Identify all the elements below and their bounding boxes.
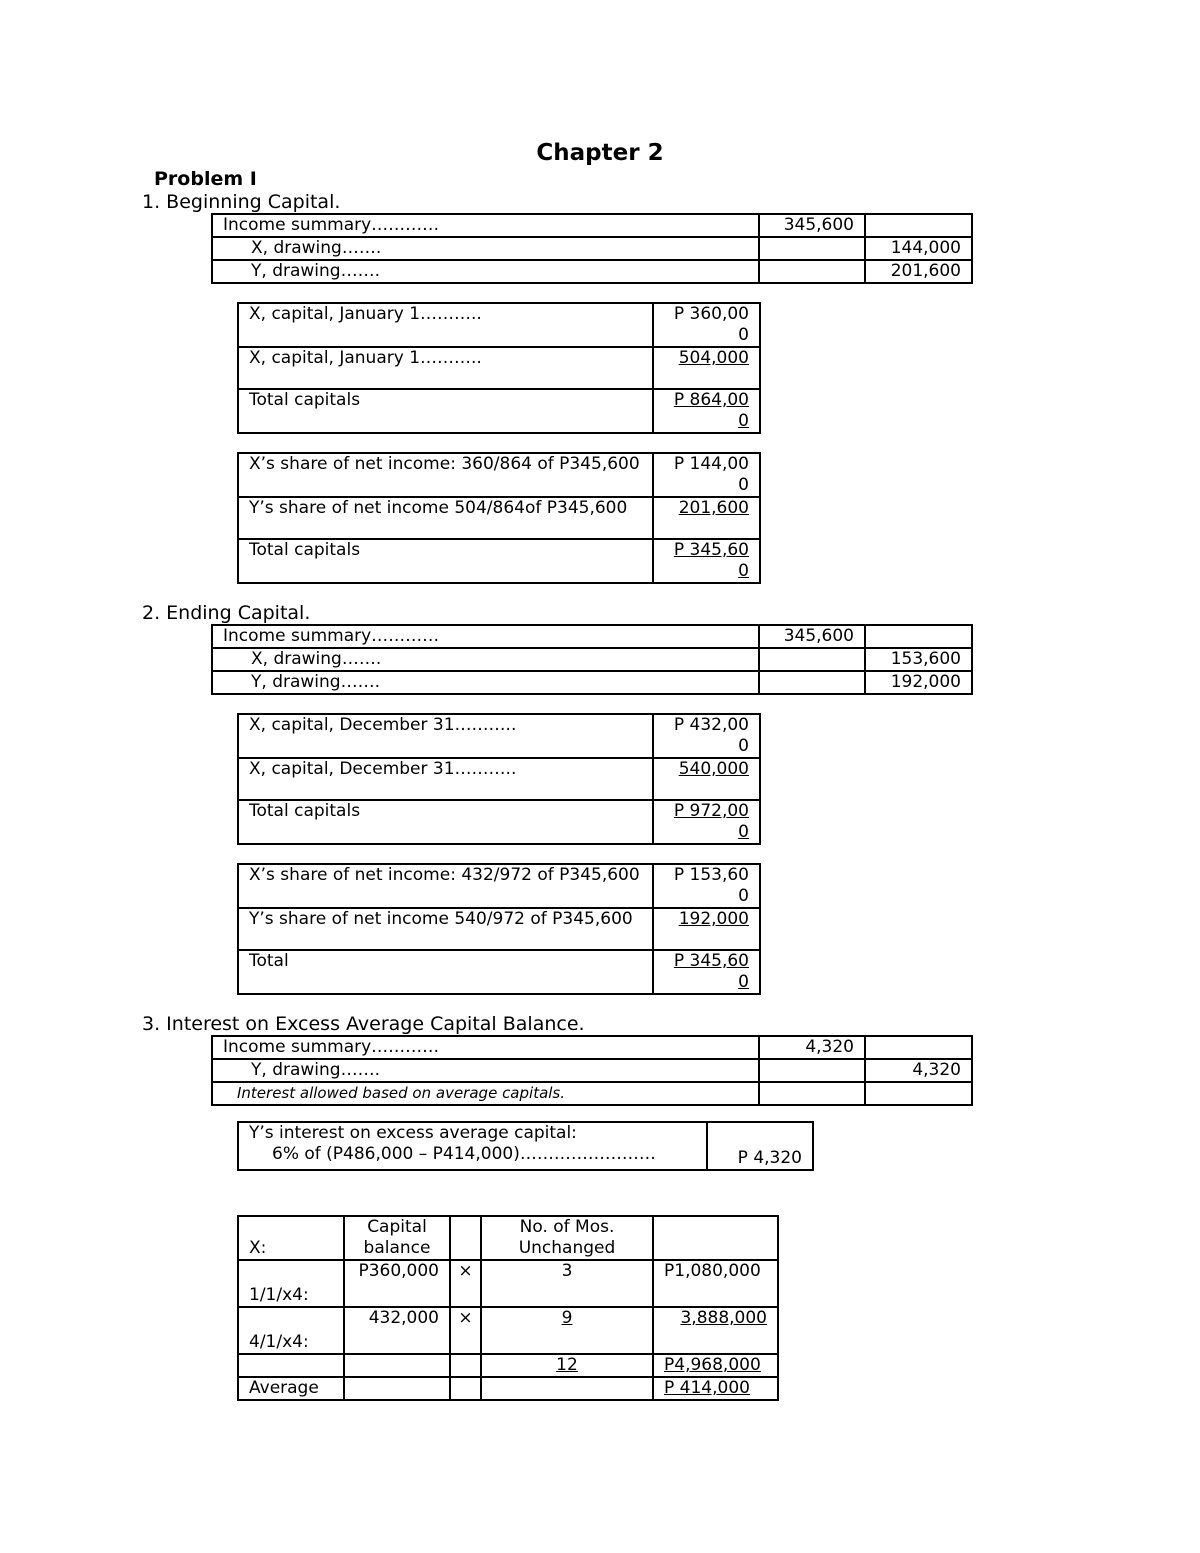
interest-description: [238, 1122, 707, 1170]
capital-row: [238, 758, 760, 800]
journal-row: [212, 214, 972, 237]
multiply-sign: ×: [450, 1307, 481, 1354]
capital-row: [238, 714, 760, 758]
journal-row: [212, 260, 972, 283]
avg-average-row: [238, 1377, 778, 1400]
capital-row: [238, 303, 760, 347]
avg-sum-months: 12: [481, 1354, 653, 1377]
capital-amount: P 972,000: [653, 800, 760, 844]
empty-cell: [238, 1354, 344, 1377]
interest-line-2: 6% of (P486,000 – P414,000)……………………: [272, 1144, 656, 1164]
capital-row: [238, 347, 760, 389]
interest-amount: P 4,320: [707, 1122, 813, 1170]
share-row: [238, 864, 760, 908]
capital-amount: P 864,000: [653, 389, 760, 433]
avg-average-total: P 414,000: [653, 1377, 778, 1400]
account-cell: Income summary…………: [212, 1036, 759, 1059]
capital-row: [238, 389, 760, 433]
share-row: [238, 950, 760, 994]
avg-sum-total: P4,968,000: [653, 1354, 778, 1377]
avg-header-capital: Capital balance: [344, 1216, 450, 1260]
share-amount: P 345,600: [653, 950, 760, 994]
share-amount: 201,600: [653, 497, 760, 539]
journal-entry-2: [211, 624, 973, 695]
capital-amount: P 432,000: [653, 714, 760, 758]
avg-months: 3: [481, 1260, 653, 1307]
share-row: [238, 539, 760, 583]
journal-explanation: Interest allowed based on average capitals.: [212, 1082, 759, 1105]
share-label: X’s share of net income: 432/972 of P345,600: [238, 864, 653, 908]
avg-header-label: X:: [238, 1216, 344, 1260]
journal-row: [212, 671, 972, 694]
avg-date: 4/1/x4:: [238, 1307, 344, 1354]
debit-cell: 345,600: [759, 625, 865, 648]
capitals-table-1: [237, 302, 761, 434]
credit-cell: [865, 1082, 972, 1105]
share-row: [238, 497, 760, 539]
section-3-heading: 3. Interest on Excess Average Capital Balance.: [142, 1013, 585, 1035]
capital-label: Total capitals: [238, 800, 653, 844]
avg-row: [238, 1307, 778, 1354]
debit-cell: [759, 260, 865, 283]
capital-label: X, capital, January 1………..: [238, 347, 653, 389]
debit-cell: [759, 648, 865, 671]
shares-table-1: [237, 452, 761, 584]
section-2-heading: 2. Ending Capital.: [142, 602, 311, 624]
capital-label: X, capital, January 1………..: [238, 303, 653, 347]
share-label: Y’s share of net income 540/972 of P345,600: [238, 908, 653, 950]
avg-row: [238, 1260, 778, 1307]
capital-amount: 540,000: [653, 758, 760, 800]
avg-header-row: [238, 1216, 778, 1260]
interest-line-1: Y’s interest on excess average capital:: [249, 1123, 577, 1143]
account-cell: X, drawing…….: [212, 648, 759, 671]
credit-cell: [865, 1036, 972, 1059]
avg-header-op: [450, 1216, 481, 1260]
credit-cell: 153,600: [865, 648, 972, 671]
journal-row: [212, 1036, 972, 1059]
capitals-table-2: [237, 713, 761, 845]
journal-entry-3: [211, 1035, 973, 1106]
credit-cell: [865, 214, 972, 237]
avg-date: 1/1/x4:: [238, 1260, 344, 1307]
journal-row: [212, 648, 972, 671]
credit-cell: 192,000: [865, 671, 972, 694]
journal-row: [212, 1059, 972, 1082]
debit-cell: 4,320: [759, 1036, 865, 1059]
debit-cell: [759, 671, 865, 694]
account-cell: Y, drawing…….: [212, 671, 759, 694]
debit-cell: [759, 237, 865, 260]
capital-amount: 504,000: [653, 347, 760, 389]
share-label: Total capitals: [238, 539, 653, 583]
avg-sum-row: [238, 1354, 778, 1377]
account-cell: Income summary…………: [212, 214, 759, 237]
debit-cell: 345,600: [759, 214, 865, 237]
account-cell: X, drawing…….: [212, 237, 759, 260]
page-title: Chapter 2: [536, 140, 664, 166]
account-cell: Y, drawing…….: [212, 260, 759, 283]
debit-cell: [759, 1059, 865, 1082]
share-label: Total: [238, 950, 653, 994]
capital-amount: P 360,000: [653, 303, 760, 347]
avg-average-label: Average: [238, 1377, 344, 1400]
empty-cell: [344, 1377, 450, 1400]
avg-months: 9: [481, 1307, 653, 1354]
share-amount: P 345,600: [653, 539, 760, 583]
section-1-heading: 1. Beginning Capital.: [142, 191, 341, 213]
avg-total: 3,888,000: [653, 1307, 778, 1354]
capital-label: X, capital, December 31………..: [238, 714, 653, 758]
share-row: [238, 908, 760, 950]
shares-table-2: [237, 863, 761, 995]
empty-cell: [450, 1354, 481, 1377]
account-cell: Income summary…………: [212, 625, 759, 648]
share-amount: P 144,000: [653, 453, 760, 497]
share-amount: P 153,600: [653, 864, 760, 908]
avg-total: P1,080,000: [653, 1260, 778, 1307]
share-label: Y’s share of net income 504/864of P345,600: [238, 497, 653, 539]
share-amount: 192,000: [653, 908, 760, 950]
interest-row: [238, 1122, 813, 1170]
capital-label: X, capital, December 31………..: [238, 758, 653, 800]
avg-header-total: [653, 1216, 778, 1260]
credit-cell: 201,600: [865, 260, 972, 283]
debit-cell: [759, 1082, 865, 1105]
avg-header-months: No. of Mos. Unchanged: [481, 1216, 653, 1260]
journal-row: [212, 237, 972, 260]
problem-heading: Problem I: [154, 168, 257, 190]
account-cell: Y, drawing…….: [212, 1059, 759, 1082]
empty-cell: [481, 1377, 653, 1400]
multiply-sign: ×: [450, 1260, 481, 1307]
empty-cell: [344, 1354, 450, 1377]
interest-table: [237, 1121, 814, 1171]
empty-cell: [450, 1377, 481, 1400]
avg-capital: P360,000: [344, 1260, 450, 1307]
journal-entry-1: [211, 213, 973, 284]
capital-label: Total capitals: [238, 389, 653, 433]
credit-cell: 144,000: [865, 237, 972, 260]
avg-capital: 432,000: [344, 1307, 450, 1354]
credit-cell: 4,320: [865, 1059, 972, 1082]
credit-cell: [865, 625, 972, 648]
average-capital-table: [237, 1215, 779, 1401]
share-row: [238, 453, 760, 497]
journal-row: [212, 1082, 972, 1105]
journal-row: [212, 625, 972, 648]
capital-row: [238, 800, 760, 844]
share-label: X’s share of net income: 360/864 of P345,600: [238, 453, 653, 497]
